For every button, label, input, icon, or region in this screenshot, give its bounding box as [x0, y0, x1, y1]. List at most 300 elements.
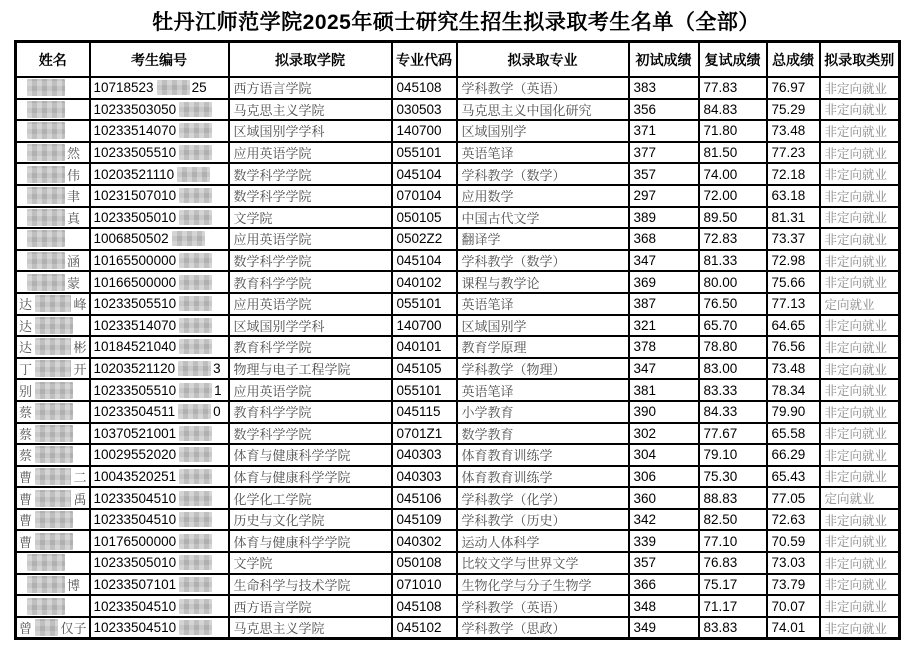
- cell-retest-score: 83.83: [699, 617, 767, 639]
- name-redaction-blur: [35, 533, 73, 550]
- cell-total-score: 77.23: [767, 142, 820, 164]
- cell-college: 文学院: [229, 552, 392, 574]
- name-visible-suffix: 峰: [73, 297, 87, 313]
- column-header: 复试成绩: [699, 42, 767, 78]
- cell-name: [16, 617, 90, 639]
- cell-admission-category: 非定向就业: [820, 423, 900, 445]
- admission-roster-table: [14, 40, 901, 640]
- cell-retest-score: 88.83: [699, 487, 767, 509]
- cell-name: [16, 271, 90, 293]
- name-redaction-blur: [27, 122, 65, 139]
- cell-retest-score: 80.00: [699, 271, 767, 293]
- cell-admission-category: 非定向就业: [820, 574, 900, 596]
- cell-total-score: 73.48: [767, 358, 820, 380]
- name-visible-prefix: 蔡: [19, 405, 33, 421]
- cell-initial-score: 347: [629, 358, 699, 380]
- candidate-id-redaction-blur: [179, 383, 212, 398]
- cell-name: [16, 207, 90, 229]
- candidate-id-visible-digits: 10233504510: [93, 512, 177, 528]
- cell-major-code: 045105: [392, 358, 457, 380]
- cell-total-score: 73.48: [767, 120, 820, 142]
- cell-candidate-id: [90, 444, 229, 466]
- cell-candidate-id: [90, 207, 229, 229]
- name-visible-suffix: 伟: [67, 167, 81, 183]
- cell-initial-score: 321: [629, 315, 699, 337]
- candidate-id-visible-digits: 10233504510: [93, 598, 177, 614]
- name-redaction-blur: [35, 425, 73, 442]
- cell-college: 数学科学学院: [229, 250, 392, 272]
- candidate-id-redaction-blur: [179, 447, 212, 462]
- cell-total-score: 64.65: [767, 315, 820, 337]
- candidate-id-visible-digits: 10029552020: [93, 447, 177, 463]
- cell-initial-score: 366: [629, 574, 699, 596]
- cell-initial-score: 383: [629, 77, 699, 99]
- candidate-id-visible-digits: 10233505510: [93, 382, 177, 398]
- cell-major: 体育教育训练学: [457, 444, 629, 466]
- cell-major: 学科教学（思政）: [457, 617, 629, 639]
- cell-total-score: 76.97: [767, 77, 820, 99]
- cell-initial-score: 339: [629, 530, 699, 552]
- cell-total-score: 77.13: [767, 293, 820, 315]
- cell-total-score: 79.90: [767, 401, 820, 423]
- cell-initial-score: 360: [629, 487, 699, 509]
- candidate-id-redaction-blur: [179, 620, 212, 635]
- cell-initial-score: 306: [629, 466, 699, 488]
- column-header: 考生编号: [90, 42, 229, 78]
- table-row: [16, 423, 900, 445]
- candidate-id-visible-tail: 3: [213, 361, 221, 377]
- cell-major-code: 045108: [392, 77, 457, 99]
- column-header: 总成绩: [767, 42, 820, 78]
- candidate-id-redaction-blur: [179, 339, 212, 354]
- name-visible-suffix: 蒙: [67, 275, 81, 291]
- cell-retest-score: 77.83: [699, 77, 767, 99]
- header-row: [16, 42, 900, 78]
- cell-candidate-id: [90, 99, 229, 121]
- candidate-id-visible-digits: 10718523: [93, 80, 154, 96]
- cell-initial-score: 371: [629, 120, 699, 142]
- cell-retest-score: 77.67: [699, 423, 767, 445]
- candidate-id-redaction-blur: [179, 555, 212, 570]
- name-visible-prefix: 达: [19, 318, 33, 334]
- cell-candidate-id: [90, 466, 229, 488]
- cell-major: 马克思主义中国化研究: [457, 99, 629, 121]
- cell-major-code: 040102: [392, 271, 457, 293]
- cell-major-code: 040302: [392, 530, 457, 552]
- cell-major: 学科教学（化学）: [457, 487, 629, 509]
- name-visible-suffix: 开: [73, 362, 87, 378]
- candidate-id-redaction-blur: [157, 80, 190, 95]
- candidate-id-visible-digits: 10233505510: [93, 145, 177, 161]
- cell-admission-category: 定向就业: [820, 293, 900, 315]
- candidate-id-visible-digits: 10233504510: [93, 490, 177, 506]
- cell-college: 西方语言学院: [229, 77, 392, 99]
- candidate-id-visible-digits: 10233505010: [93, 209, 177, 225]
- cell-retest-score: 71.80: [699, 120, 767, 142]
- cell-total-score: 72.18: [767, 163, 820, 185]
- cell-major-code: 140700: [392, 120, 457, 142]
- cell-major-code: 045109: [392, 509, 457, 531]
- cell-name: [16, 336, 90, 358]
- cell-candidate-id: [90, 185, 229, 207]
- cell-retest-score: 83.33: [699, 379, 767, 401]
- table-row: [16, 444, 900, 466]
- name-redaction-blur: [35, 403, 73, 420]
- table-row: [16, 509, 900, 531]
- candidate-id-redaction-blur: [179, 275, 212, 290]
- cell-college: 数学科学学院: [229, 423, 392, 445]
- cell-initial-score: 377: [629, 142, 699, 164]
- cell-name: [16, 315, 90, 337]
- table-row: [16, 487, 900, 509]
- cell-college: 应用英语学院: [229, 228, 392, 250]
- name-redaction-blur: [35, 338, 71, 355]
- cell-initial-score: 356: [629, 99, 699, 121]
- name-redaction-blur: [27, 252, 65, 269]
- cell-initial-score: 297: [629, 185, 699, 207]
- cell-candidate-id: [90, 617, 229, 639]
- cell-college: 马克思主义学院: [229, 617, 392, 639]
- cell-major-code: 045115: [392, 401, 457, 423]
- name-redaction-blur: [35, 360, 71, 377]
- table-row: [16, 336, 900, 358]
- cell-candidate-id: [90, 358, 229, 380]
- cell-total-score: 75.29: [767, 99, 820, 121]
- cell-total-score: 74.01: [767, 617, 820, 639]
- cell-admission-category: 非定向就业: [820, 595, 900, 617]
- table-row: [16, 401, 900, 423]
- cell-name: [16, 358, 90, 380]
- cell-major-code: 055101: [392, 379, 457, 401]
- cell-admission-category: 非定向就业: [820, 163, 900, 185]
- cell-major-code: 050108: [392, 552, 457, 574]
- cell-major: 学科教学（数学）: [457, 250, 629, 272]
- name-redaction-blur: [27, 554, 65, 571]
- name-visible-prefix: 蔡: [19, 426, 33, 442]
- cell-major: 小学教育: [457, 401, 629, 423]
- cell-initial-score: 357: [629, 552, 699, 574]
- name-visible-prefix: 丁: [19, 362, 33, 378]
- cell-major: 数学教育: [457, 423, 629, 445]
- cell-major: 学科教学（数学）: [457, 163, 629, 185]
- table-row: [16, 207, 900, 229]
- candidate-id-visible-digits: 10233507101: [93, 576, 177, 592]
- cell-admission-category: 非定向就业: [820, 228, 900, 250]
- cell-major-code: 070104: [392, 185, 457, 207]
- cell-major-code: 045104: [392, 250, 457, 272]
- cell-college: 体育与健康科学学院: [229, 466, 392, 488]
- table-row: [16, 379, 900, 401]
- candidate-id-redaction-blur: [179, 102, 212, 117]
- cell-total-score: 70.59: [767, 530, 820, 552]
- cell-total-score: 72.63: [767, 509, 820, 531]
- cell-candidate-id: [90, 250, 229, 272]
- candidate-id-redaction-blur: [179, 491, 212, 506]
- candidate-id-redaction-blur: [179, 512, 212, 527]
- cell-retest-score: 84.33: [699, 401, 767, 423]
- cell-name: [16, 530, 90, 552]
- cell-major-code: 040303: [392, 444, 457, 466]
- cell-total-score: 78.34: [767, 379, 820, 401]
- candidate-id-visible-digits: 10166500000: [93, 274, 177, 290]
- name-redaction-blur: [35, 382, 73, 399]
- cell-admission-category: 非定向就业: [820, 379, 900, 401]
- cell-name: [16, 444, 90, 466]
- cell-total-score: 73.03: [767, 552, 820, 574]
- cell-candidate-id: [90, 530, 229, 552]
- table-row: [16, 163, 900, 185]
- cell-admission-category: 非定向就业: [820, 99, 900, 121]
- cell-name: [16, 552, 90, 574]
- cell-total-score: 73.79: [767, 574, 820, 596]
- candidate-id-redaction-blur: [178, 361, 211, 376]
- cell-candidate-id: [90, 401, 229, 423]
- column-header: 拟录取专业: [457, 42, 629, 78]
- name-visible-prefix: 曹: [19, 513, 33, 529]
- candidate-id-redaction-blur: [179, 426, 212, 441]
- candidate-id-redaction-blur: [172, 231, 205, 246]
- cell-major: 教育学原理: [457, 336, 629, 358]
- cell-major: 学科教学（历史）: [457, 509, 629, 531]
- name-visible-prefix: 曹: [19, 534, 33, 550]
- cell-major-code: 040303: [392, 466, 457, 488]
- cell-admission-category: 非定向就业: [820, 207, 900, 229]
- candidate-id-visible-digits: 10233505510: [93, 296, 177, 312]
- candidate-id-redaction-blur: [179, 145, 212, 160]
- cell-college: 马克思主义学院: [229, 99, 392, 121]
- cell-admission-category: 非定向就业: [820, 466, 900, 488]
- candidate-id-visible-digits: 10184521040: [93, 339, 177, 355]
- name-redaction-blur: [27, 576, 65, 593]
- candidate-id-visible-digits: 10233503050: [93, 101, 177, 117]
- cell-admission-category: 非定向就业: [820, 509, 900, 531]
- name-visible-prefix: 蔡: [19, 448, 33, 464]
- cell-total-score: 70.07: [767, 595, 820, 617]
- cell-total-score: 73.37: [767, 228, 820, 250]
- cell-retest-score: 79.10: [699, 444, 767, 466]
- cell-name: [16, 185, 90, 207]
- column-header: 专业代码: [392, 42, 457, 78]
- cell-name: [16, 379, 90, 401]
- cell-retest-score: 89.50: [699, 207, 767, 229]
- name-redaction-blur: [27, 101, 65, 118]
- cell-admission-category: 非定向就业: [820, 315, 900, 337]
- cell-major-code: 050105: [392, 207, 457, 229]
- cell-name: [16, 250, 90, 272]
- candidate-id-visible-digits: 10231507010: [93, 188, 177, 204]
- cell-college: 西方语言学院: [229, 595, 392, 617]
- cell-retest-score: 72.83: [699, 228, 767, 250]
- cell-initial-score: 390: [629, 401, 699, 423]
- cell-name: [16, 595, 90, 617]
- cell-admission-category: 非定向就业: [820, 444, 900, 466]
- candidate-id-redaction-blur: [179, 318, 212, 333]
- table-row: [16, 250, 900, 272]
- cell-major: 英语笔译: [457, 142, 629, 164]
- cell-name: [16, 228, 90, 250]
- candidate-id-visible-digits: 10165500000: [93, 253, 177, 269]
- table-row: [16, 77, 900, 99]
- name-redaction-blur: [27, 79, 65, 96]
- table-row: [16, 574, 900, 596]
- cell-candidate-id: [90, 163, 229, 185]
- table-row: [16, 228, 900, 250]
- cell-major: 比较文学与世界文学: [457, 552, 629, 574]
- cell-name: [16, 466, 90, 488]
- cell-admission-category: 非定向就业: [820, 530, 900, 552]
- cell-admission-category: 非定向就业: [820, 552, 900, 574]
- cell-initial-score: 368: [629, 228, 699, 250]
- name-redaction-blur: [35, 468, 71, 485]
- name-redaction-blur: [35, 490, 71, 507]
- cell-candidate-id: [90, 423, 229, 445]
- cell-major: 生物化学与分子生物学: [457, 574, 629, 596]
- cell-retest-score: 81.50: [699, 142, 767, 164]
- cell-major-code: 140700: [392, 315, 457, 337]
- table-row: [16, 530, 900, 552]
- name-redaction-blur: [27, 598, 65, 615]
- cell-candidate-id: [90, 595, 229, 617]
- cell-candidate-id: [90, 142, 229, 164]
- name-visible-suffix: 禹: [73, 491, 87, 507]
- candidate-id-redaction-blur: [179, 599, 212, 614]
- name-visible-prefix: 曾: [19, 621, 33, 637]
- cell-total-score: 76.56: [767, 336, 820, 358]
- candidate-id-redaction-blur: [179, 210, 212, 225]
- candidate-id-visible-digits: 10203521110: [93, 166, 175, 182]
- candidate-id-redaction-blur: [179, 123, 212, 138]
- name-visible-prefix: 达: [19, 340, 33, 356]
- name-redaction-blur: [35, 317, 73, 334]
- cell-college: 区域国别学学科: [229, 315, 392, 337]
- cell-initial-score: 347: [629, 250, 699, 272]
- cell-candidate-id: [90, 552, 229, 574]
- candidate-id-visible-tail: 0: [213, 404, 221, 420]
- table-header: [16, 42, 900, 78]
- candidate-id-visible-tail: 25: [191, 80, 207, 96]
- table-row: [16, 185, 900, 207]
- name-redaction-blur: [27, 274, 65, 291]
- column-header: 拟录取学院: [229, 42, 392, 78]
- candidate-id-visible-tail: 1: [214, 382, 222, 398]
- candidate-id-visible-digits: 1006850502: [93, 231, 169, 247]
- cell-major: 运动人体科学: [457, 530, 629, 552]
- column-header: 拟录取类别: [820, 42, 900, 78]
- cell-candidate-id: [90, 336, 229, 358]
- cell-major: 应用数学: [457, 185, 629, 207]
- cell-initial-score: 302: [629, 423, 699, 445]
- cell-college: 化学化工学院: [229, 487, 392, 509]
- cell-name: [16, 142, 90, 164]
- name-visible-suffix: 彬: [73, 340, 87, 356]
- cell-candidate-id: [90, 77, 229, 99]
- cell-major-code: 0502Z2: [392, 228, 457, 250]
- cell-admission-category: 非定向就业: [820, 358, 900, 380]
- cell-major-code: 040101: [392, 336, 457, 358]
- table-row: [16, 358, 900, 380]
- cell-candidate-id: [90, 487, 229, 509]
- cell-admission-category: 非定向就业: [820, 617, 900, 639]
- cell-major-code: 045104: [392, 163, 457, 185]
- cell-retest-score: 71.17: [699, 595, 767, 617]
- candidate-id-visible-digits: 10233514070: [93, 317, 177, 333]
- cell-candidate-id: [90, 293, 229, 315]
- cell-total-score: 65.43: [767, 466, 820, 488]
- name-visible-suffix: 聿: [67, 189, 81, 205]
- cell-college: 体育与健康科学学院: [229, 444, 392, 466]
- name-visible-suffix: 然: [67, 146, 81, 162]
- cell-major: 区域国别学: [457, 120, 629, 142]
- candidate-id-visible-digits: 10233505010: [93, 555, 177, 571]
- cell-total-score: 72.98: [767, 250, 820, 272]
- cell-name: [16, 120, 90, 142]
- cell-college: 应用英语学院: [229, 142, 392, 164]
- cell-total-score: 77.05: [767, 487, 820, 509]
- cell-initial-score: 381: [629, 379, 699, 401]
- cell-college: 教育科学学院: [229, 336, 392, 358]
- cell-college: 区域国别学学科: [229, 120, 392, 142]
- cell-candidate-id: [90, 379, 229, 401]
- name-redaction-blur: [27, 144, 65, 161]
- cell-initial-score: 348: [629, 595, 699, 617]
- cell-name: [16, 423, 90, 445]
- cell-college: 数学科学学院: [229, 163, 392, 185]
- cell-admission-category: 非定向就业: [820, 77, 900, 99]
- candidate-id-visible-digits: 10203521120: [93, 361, 176, 377]
- name-visible-prefix: 曹: [19, 491, 33, 507]
- cell-retest-score: 74.00: [699, 163, 767, 185]
- cell-admission-category: 非定向就业: [820, 142, 900, 164]
- cell-major: 体育教育训练学: [457, 466, 629, 488]
- cell-college: 教育科学学院: [229, 271, 392, 293]
- table-row: [16, 466, 900, 488]
- table-row: [16, 142, 900, 164]
- cell-college: 应用英语学院: [229, 293, 392, 315]
- cell-total-score: 65.58: [767, 423, 820, 445]
- name-visible-suffix: 真: [67, 210, 81, 226]
- candidate-id-visible-digits: 10233504511: [93, 404, 176, 420]
- table-row: [16, 552, 900, 574]
- candidate-id-redaction-blur: [178, 404, 211, 419]
- table-row: [16, 293, 900, 315]
- cell-college: 物理与电子工程学院: [229, 358, 392, 380]
- column-header: 初试成绩: [629, 42, 699, 78]
- cell-admission-category: 非定向就业: [820, 336, 900, 358]
- candidate-id-visible-digits: 10233504510: [93, 620, 177, 636]
- cell-candidate-id: [90, 509, 229, 531]
- cell-admission-category: 非定向就业: [820, 401, 900, 423]
- cell-initial-score: 342: [629, 509, 699, 531]
- column-header: 姓名: [16, 42, 90, 78]
- candidate-id-visible-digits: 10043520251: [93, 468, 177, 484]
- table-row: [16, 315, 900, 337]
- candidate-id-visible-digits: 10176500000: [93, 533, 177, 549]
- cell-initial-score: 387: [629, 293, 699, 315]
- table-row: [16, 120, 900, 142]
- candidate-id-redaction-blur: [179, 534, 212, 549]
- cell-college: 应用英语学院: [229, 379, 392, 401]
- cell-major: 学科教学（英语）: [457, 77, 629, 99]
- table-row: [16, 271, 900, 293]
- cell-initial-score: 304: [629, 444, 699, 466]
- cell-candidate-id: [90, 574, 229, 596]
- cell-total-score: 66.29: [767, 444, 820, 466]
- cell-retest-score: 65.70: [699, 315, 767, 337]
- cell-major: 学科教学（英语）: [457, 595, 629, 617]
- candidate-id-visible-digits: 10233514070: [93, 123, 177, 139]
- cell-major: 区域国别学: [457, 315, 629, 337]
- table-row: [16, 99, 900, 121]
